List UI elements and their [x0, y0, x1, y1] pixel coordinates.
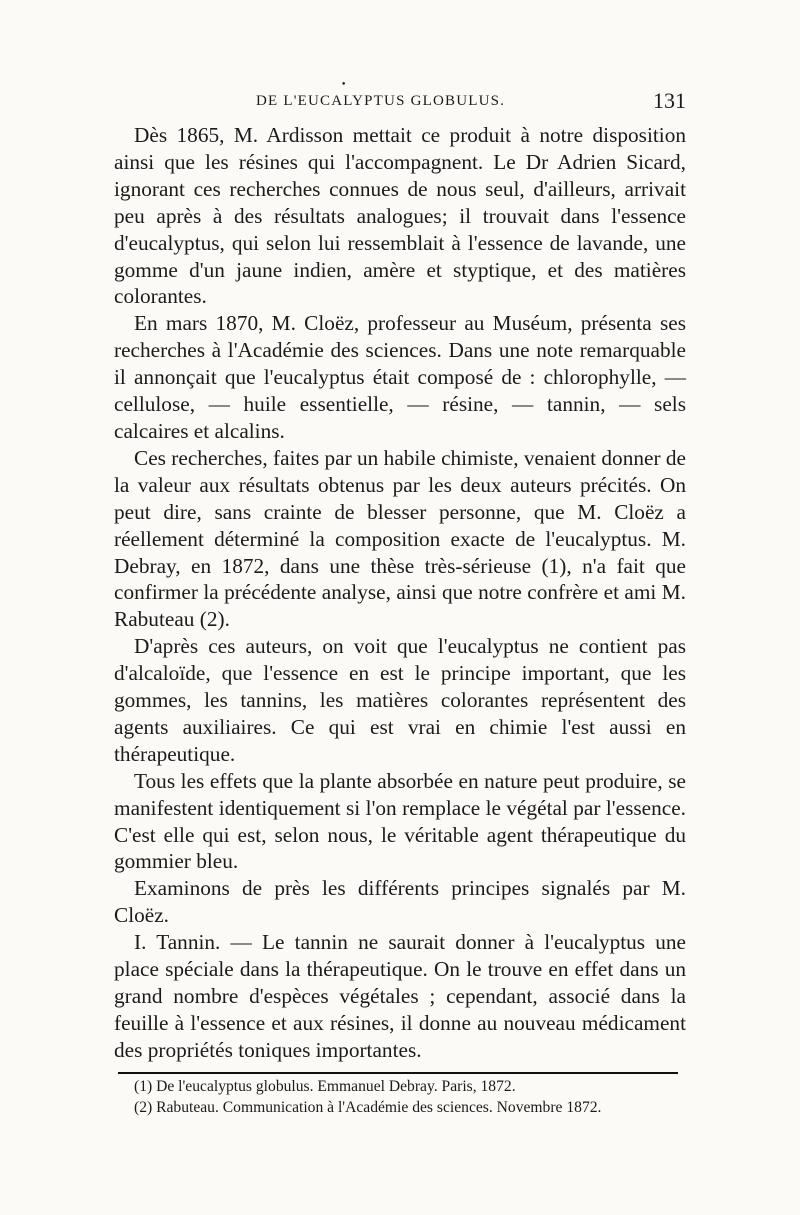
running-title: DE L'EUCALYPTUS GLOBULUS.	[256, 93, 506, 109]
footnotes	[114, 1076, 686, 1118]
paragraph: Dès 1865, M. Ardisson mettait ce produit à notre disposition ainsi que les résines qui l'accompagnent. Le Dr Adrien Sicard, ignorant ces recherches connues de nous seul, d'ailleurs, arrivait peu après à des résultats analogues; il trouvait dans l'essence d'eucalyptus, qui selon lui ressemblait à l'essence de lavande, une gomme d'un jaune indien, amère et styptique, et des matières colorantes.	[114, 123, 686, 309]
footnote-rule	[118, 1072, 678, 1074]
paragraph: En mars 1870, M. Cloëz, professeur au Muséum, présenta ses recherches à l'Académie des sciences. Dans une note remarquable il annonçait que l'eucalyptus était composé de : chlorophylle, — cellulose, — huile essentielle, — résine, — tannin, — sels calcaires et alcalins.	[114, 311, 686, 443]
paragraph: Examinons de près les différents principes signalés par M. Cloëz.	[114, 876, 686, 928]
paragraph: D'après ces auteurs, on voit que l'eucalyptus ne contient pas d'alcaloïde, que l'essence en est le principe important, que les gommes, les tannins, les matières colorantes représentent des agents auxiliaires. Ce qui est vrai en chimie l'est aussi en thérapeutique.	[114, 634, 686, 766]
paragraph: Ces recherches, faites par un habile chimiste, venaient donner de la valeur aux résultats obtenus par les deux auteurs précités. On peut dire, sans crainte de blesser personne, que M. Cloëz a réellement déterminé la composition exacte de l'eucalyptus. M. Debray, en 1872, dans une thèse très-sérieuse (1), n'a fait que confirmer la précédente analyse, ainsi que notre confrère et ami M. Rabuteau (2).	[114, 445, 686, 632]
footnote: (1) De l'eucalyptus globulus. Emmanuel Debray. Paris, 1872.	[134, 1077, 516, 1095]
paragraph: I. Tannin. — Le tannin ne saurait donner à l'eucalyptus une place spéciale dans la thérapeutique. On le trouve en effet dans un grand nombre d'espèces végétales ; cependant, associé dans la feuille à l'essence et aux résines, il donne au nouveau médicament des propriétés toniques importantes.	[114, 930, 686, 1062]
page	[114, 88, 686, 1118]
paragraph: Tous les effets que la plante absorbée en nature peut produire, se manifestent identiquement si l'on remplace le végétal par l'essence. C'est elle qui est, selon nous, le véritable agent thérapeutique du gommier bleu.	[114, 768, 686, 874]
running-head	[114, 88, 686, 122]
body-text	[114, 122, 686, 1064]
page-number: 131	[653, 88, 686, 113]
footnote: (2) Rabuteau. Communication à l'Académie des sciences. Novembre 1872.	[134, 1098, 602, 1116]
header-mark: •	[341, 80, 347, 90]
